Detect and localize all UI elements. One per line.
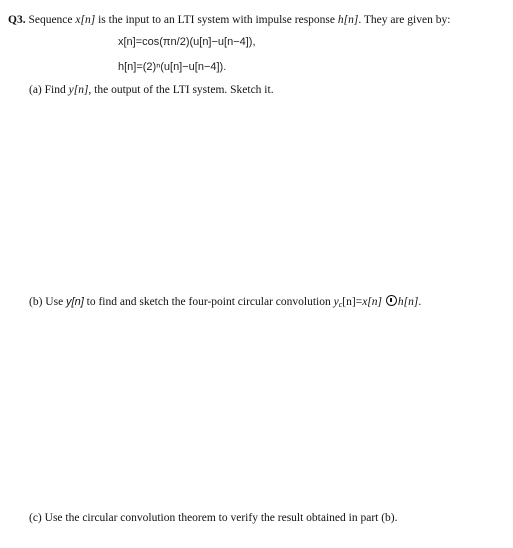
- part-a: [29, 83, 274, 97]
- part-c: (c) Use the circular convolution theorem to verify the result obtained in part (b).: [29, 512, 398, 524]
- part-b-end: .: [418, 296, 422, 308]
- yc-bracket: [n]=: [342, 296, 363, 308]
- yc-symbol: y: [333, 296, 339, 308]
- h-symbol: h[n]: [337, 14, 359, 26]
- equation-x: x[n]=cos(πn/2)(u[n]−u[n−4]),: [118, 36, 256, 48]
- part-a-label: (a) Find: [29, 84, 69, 96]
- part-b-label: (b) Use: [29, 296, 67, 308]
- question-header: [8, 13, 450, 27]
- part-b-y-symbol: y[n]: [66, 296, 84, 308]
- part-a-text: , the output of the LTI system. Sketch it.: [88, 84, 274, 96]
- part-b-text: to find and sketch the four-point circular convolution: [83, 296, 334, 308]
- circular-convolution-icon: [386, 295, 397, 306]
- x-term: x[n]: [362, 296, 385, 308]
- intro-text-b: is the input to an LTI system with impulse response: [95, 14, 338, 26]
- part-b: [29, 295, 421, 312]
- equation-h: h[n]=(2)ⁿ(u[n]−u[n−4]).: [118, 61, 227, 73]
- question-number: Q3.: [8, 14, 26, 26]
- h-term: h[n]: [397, 296, 419, 308]
- yc-subscript: c: [338, 300, 343, 309]
- part-a-y-symbol: y[n]: [68, 84, 89, 96]
- intro-text-c: . They are given by:: [358, 14, 451, 26]
- x-symbol: x[n]: [75, 14, 96, 26]
- intro-text-a: Sequence: [25, 14, 76, 26]
